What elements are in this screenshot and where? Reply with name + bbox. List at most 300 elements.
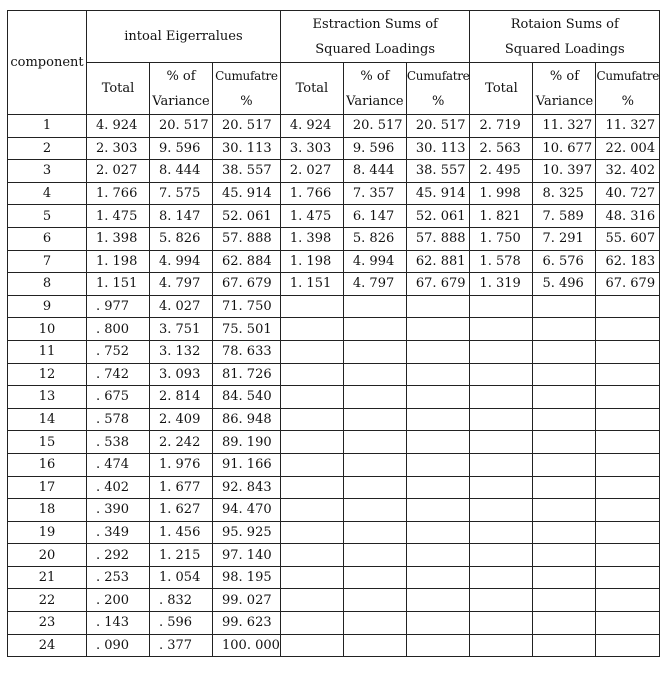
subheader-cumulative	[596, 63, 660, 115]
header-group-initial	[87, 11, 281, 63]
value-cell	[596, 499, 660, 522]
value-cell: 67. 679	[406, 273, 470, 296]
value-cell	[406, 295, 470, 318]
value-cell: 4. 027	[150, 295, 213, 318]
header-group-rotation	[470, 11, 660, 63]
value-cell: 67. 679	[596, 273, 660, 296]
value-cell: 22. 004	[596, 137, 660, 160]
table-row	[8, 453, 660, 476]
value-cell	[343, 634, 406, 657]
value-cell	[280, 408, 343, 431]
value-cell: 52. 061	[406, 205, 470, 228]
value-cell	[280, 386, 343, 409]
value-cell	[596, 566, 660, 589]
value-cell	[343, 453, 406, 476]
component-number-cell: 9	[8, 295, 87, 318]
value-cell: 4. 797	[150, 273, 213, 296]
value-cell: . 800	[87, 318, 150, 341]
value-cell: 4. 994	[343, 250, 406, 273]
value-cell	[343, 612, 406, 635]
value-cell	[533, 634, 596, 657]
component-number-cell: 21	[8, 566, 87, 589]
table-row	[8, 408, 660, 431]
value-cell	[406, 566, 470, 589]
component-number-cell: 24	[8, 634, 87, 657]
value-cell: 30. 113	[406, 137, 470, 160]
value-cell: 4. 797	[343, 273, 406, 296]
value-cell: 45. 914	[406, 182, 470, 205]
table-row	[8, 431, 660, 454]
value-cell: 3. 751	[150, 318, 213, 341]
value-cell	[533, 499, 596, 522]
value-cell: 1. 215	[150, 544, 213, 567]
table-row	[8, 521, 660, 544]
variance-table-container	[7, 10, 660, 657]
value-cell: 1. 151	[280, 273, 343, 296]
table-row	[8, 318, 660, 341]
value-cell	[343, 408, 406, 431]
value-cell	[533, 386, 596, 409]
value-cell: 67. 679	[213, 273, 281, 296]
table-row	[8, 182, 660, 205]
value-cell: 6. 576	[533, 250, 596, 273]
table-row	[8, 137, 660, 160]
value-cell	[533, 340, 596, 363]
value-cell: 20. 517	[406, 115, 470, 138]
value-cell: 1. 766	[280, 182, 343, 205]
value-cell: 7. 357	[343, 182, 406, 205]
value-cell: 20. 517	[150, 115, 213, 138]
value-cell	[406, 612, 470, 635]
value-cell: 2. 814	[150, 386, 213, 409]
value-cell: 1. 398	[280, 227, 343, 250]
subheader-pct-variance	[343, 63, 406, 115]
value-cell	[470, 318, 533, 341]
table-row	[8, 160, 660, 183]
subheader-cum-line2: %	[240, 93, 253, 109]
value-cell: 1. 750	[470, 227, 533, 250]
value-cell: 4. 994	[150, 250, 213, 273]
value-cell	[533, 431, 596, 454]
value-cell	[280, 340, 343, 363]
subheader-cum-line2: %	[621, 93, 634, 109]
value-cell: 8. 147	[150, 205, 213, 228]
value-cell: 62. 881	[406, 250, 470, 273]
table-row	[8, 499, 660, 522]
value-cell: 97. 140	[213, 544, 281, 567]
subheader-pct-line1: % of	[166, 68, 196, 84]
value-cell: . 675	[87, 386, 150, 409]
value-cell: 9. 596	[343, 137, 406, 160]
value-cell	[470, 589, 533, 612]
value-cell: 48. 316	[596, 205, 660, 228]
value-cell	[406, 318, 470, 341]
value-cell: 1. 198	[87, 250, 150, 273]
value-cell: 1. 151	[87, 273, 150, 296]
component-number-cell: 1	[8, 115, 87, 138]
value-cell: 7. 589	[533, 205, 596, 228]
value-cell: 30. 113	[213, 137, 281, 160]
value-cell: 20. 517	[343, 115, 406, 138]
value-cell: 86. 948	[213, 408, 281, 431]
value-cell	[596, 612, 660, 635]
value-cell	[280, 363, 343, 386]
value-cell	[406, 634, 470, 657]
value-cell	[406, 431, 470, 454]
value-cell: . 390	[87, 499, 150, 522]
group-rotation-line1: Rotaion Sums of	[510, 16, 619, 32]
component-number-cell: 13	[8, 386, 87, 409]
component-number-cell: 2	[8, 137, 87, 160]
value-cell	[406, 476, 470, 499]
value-cell: 7. 575	[150, 182, 213, 205]
group-extraction-line2: Squared Loadings	[315, 41, 436, 57]
value-cell	[596, 453, 660, 476]
value-cell: 11. 327	[596, 115, 660, 138]
value-cell: 9. 596	[150, 137, 213, 160]
subheader-cumulative	[406, 63, 470, 115]
subheader-pct-line2: Variance	[152, 93, 210, 109]
component-number-cell: 11	[8, 340, 87, 363]
header-row-groups	[8, 11, 660, 63]
value-cell: 38. 557	[213, 160, 281, 183]
value-cell	[280, 476, 343, 499]
value-cell: 75. 501	[213, 318, 281, 341]
value-cell: 1. 054	[150, 566, 213, 589]
value-cell: . 474	[87, 453, 150, 476]
table-row	[8, 227, 660, 250]
value-cell	[406, 363, 470, 386]
subheader-cum-line2: %	[432, 93, 445, 109]
value-cell	[470, 453, 533, 476]
variance-explained-table	[7, 10, 660, 657]
table-row	[8, 363, 660, 386]
value-cell	[596, 318, 660, 341]
value-cell	[406, 408, 470, 431]
value-cell: 8. 444	[150, 160, 213, 183]
subheader-total	[87, 63, 150, 115]
value-cell	[280, 453, 343, 476]
value-cell: 1. 998	[470, 182, 533, 205]
value-cell	[280, 499, 343, 522]
value-cell: 2. 495	[470, 160, 533, 183]
value-cell	[280, 612, 343, 635]
value-cell: . 292	[87, 544, 150, 567]
component-number-cell: 6	[8, 227, 87, 250]
component-number-cell: 18	[8, 499, 87, 522]
table-body	[8, 115, 660, 657]
component-number-cell: 12	[8, 363, 87, 386]
value-cell: 3. 093	[150, 363, 213, 386]
value-cell: 2. 242	[150, 431, 213, 454]
value-cell	[533, 521, 596, 544]
value-cell: 57. 888	[406, 227, 470, 250]
value-cell: 2. 563	[470, 137, 533, 160]
component-number-cell: 20	[8, 544, 87, 567]
value-cell	[343, 544, 406, 567]
group-initial-line1: intoal Eigerralues	[124, 29, 243, 44]
value-cell	[343, 318, 406, 341]
value-cell: 40. 727	[596, 182, 660, 205]
table-row	[8, 295, 660, 318]
value-cell: 1. 475	[87, 205, 150, 228]
value-cell	[406, 340, 470, 363]
value-cell	[596, 634, 660, 657]
component-number-cell: 17	[8, 476, 87, 499]
table-row	[8, 589, 660, 612]
value-cell	[470, 363, 533, 386]
header-component	[8, 11, 87, 115]
value-cell	[343, 521, 406, 544]
value-cell	[533, 408, 596, 431]
value-cell: 1. 456	[150, 521, 213, 544]
value-cell: 8. 444	[343, 160, 406, 183]
subheader-cumulative	[213, 63, 281, 115]
subheader-total	[280, 63, 343, 115]
value-cell	[343, 476, 406, 499]
component-number-cell: 19	[8, 521, 87, 544]
value-cell	[470, 295, 533, 318]
value-cell: . 349	[87, 521, 150, 544]
value-cell: 1. 198	[280, 250, 343, 273]
value-cell	[470, 499, 533, 522]
value-cell	[596, 340, 660, 363]
value-cell	[280, 431, 343, 454]
subheader-cum-line1: Cumufatre	[406, 68, 470, 83]
value-cell	[470, 634, 533, 657]
value-cell: . 578	[87, 408, 150, 431]
table-row	[8, 273, 660, 296]
value-cell	[406, 499, 470, 522]
value-cell	[406, 386, 470, 409]
value-cell	[470, 386, 533, 409]
group-extraction-line1: Estraction Sums of	[312, 16, 438, 32]
value-cell: 81. 726	[213, 363, 281, 386]
component-number-cell: 7	[8, 250, 87, 273]
component-number-cell: 5	[8, 205, 87, 228]
value-cell: 98. 195	[213, 566, 281, 589]
subheader-total-label: Total	[101, 81, 135, 96]
value-cell: . 402	[87, 476, 150, 499]
value-cell	[343, 589, 406, 612]
component-number-cell: 8	[8, 273, 87, 296]
table-row	[8, 634, 660, 657]
subheader-total-label: Total	[485, 81, 518, 96]
value-cell	[596, 363, 660, 386]
subheader-pct-variance	[533, 63, 596, 115]
table-row	[8, 386, 660, 409]
value-cell: 84. 540	[213, 386, 281, 409]
value-cell: 62. 884	[213, 250, 281, 273]
value-cell: . 596	[150, 612, 213, 635]
value-cell: 89. 190	[213, 431, 281, 454]
subheader-cum-line1: Cumufatre	[215, 68, 278, 83]
value-cell	[596, 521, 660, 544]
value-cell: 62. 183	[596, 250, 660, 273]
value-cell	[533, 566, 596, 589]
component-number-cell: 16	[8, 453, 87, 476]
component-number-cell: 4	[8, 182, 87, 205]
component-number-cell: 15	[8, 431, 87, 454]
value-cell: 1. 398	[87, 227, 150, 250]
value-cell	[470, 566, 533, 589]
value-cell: . 253	[87, 566, 150, 589]
value-cell: 99. 623	[213, 612, 281, 635]
value-cell: 8. 325	[533, 182, 596, 205]
value-cell: . 377	[150, 634, 213, 657]
component-number-cell: 14	[8, 408, 87, 431]
value-cell	[533, 453, 596, 476]
value-cell	[596, 386, 660, 409]
value-cell	[343, 386, 406, 409]
value-cell: 1. 976	[150, 453, 213, 476]
value-cell: 2. 027	[87, 160, 150, 183]
value-cell: . 143	[87, 612, 150, 635]
value-cell	[343, 295, 406, 318]
value-cell: 91. 166	[213, 453, 281, 476]
value-cell	[406, 521, 470, 544]
subheader-pct-variance	[150, 63, 213, 115]
subheader-pct-line2: Variance	[535, 93, 594, 109]
value-cell	[596, 476, 660, 499]
value-cell: 55. 607	[596, 227, 660, 250]
value-cell	[343, 363, 406, 386]
value-cell: 3. 132	[150, 340, 213, 363]
value-cell: . 538	[87, 431, 150, 454]
table-row	[8, 612, 660, 635]
value-cell	[280, 318, 343, 341]
table-row	[8, 544, 660, 567]
value-cell	[470, 521, 533, 544]
value-cell: 1. 319	[470, 273, 533, 296]
subheader-total-label: Total	[295, 81, 329, 96]
value-cell	[406, 453, 470, 476]
value-cell	[596, 408, 660, 431]
value-cell: 57. 888	[213, 227, 281, 250]
value-cell: 5. 826	[150, 227, 213, 250]
value-cell: 3. 303	[280, 137, 343, 160]
value-cell	[343, 431, 406, 454]
subheader-pct-line1: % of	[360, 68, 390, 84]
value-cell: 78. 633	[213, 340, 281, 363]
value-cell	[280, 589, 343, 612]
value-cell: 11. 327	[533, 115, 596, 138]
value-cell: 2. 719	[470, 115, 533, 138]
value-cell	[470, 340, 533, 363]
value-cell: 5. 496	[533, 273, 596, 296]
value-cell: 7. 291	[533, 227, 596, 250]
subheader-pct-line1: % of	[549, 68, 580, 84]
value-cell	[596, 544, 660, 567]
value-cell	[596, 295, 660, 318]
value-cell	[533, 295, 596, 318]
value-cell: 4. 924	[87, 115, 150, 138]
value-cell: 10. 397	[533, 160, 596, 183]
value-cell: . 090	[87, 634, 150, 657]
value-cell: 2. 409	[150, 408, 213, 431]
value-cell	[596, 589, 660, 612]
subheader-cum-line1: Cumufatre	[596, 68, 660, 83]
value-cell: 2. 303	[87, 137, 150, 160]
value-cell	[533, 363, 596, 386]
subheader-total	[470, 63, 533, 115]
value-cell	[280, 544, 343, 567]
value-cell: 1. 677	[150, 476, 213, 499]
value-cell	[343, 340, 406, 363]
value-cell: 38. 557	[406, 160, 470, 183]
table-row	[8, 250, 660, 273]
value-cell: 95. 925	[213, 521, 281, 544]
component-number-cell: 10	[8, 318, 87, 341]
value-cell: 1. 627	[150, 499, 213, 522]
value-cell	[533, 318, 596, 341]
table-row	[8, 476, 660, 499]
value-cell: 5. 826	[343, 227, 406, 250]
value-cell: 2. 027	[280, 160, 343, 183]
value-cell	[406, 589, 470, 612]
value-cell: . 977	[87, 295, 150, 318]
value-cell: 32. 402	[596, 160, 660, 183]
value-cell	[280, 295, 343, 318]
value-cell: 100. 000	[213, 634, 281, 657]
value-cell	[470, 544, 533, 567]
value-cell	[280, 634, 343, 657]
value-cell: . 742	[87, 363, 150, 386]
value-cell	[343, 499, 406, 522]
value-cell	[470, 408, 533, 431]
component-number-cell: 22	[8, 589, 87, 612]
value-cell	[533, 589, 596, 612]
value-cell	[596, 431, 660, 454]
value-cell: 20. 517	[213, 115, 281, 138]
value-cell	[343, 566, 406, 589]
value-cell	[280, 566, 343, 589]
subheader-pct-line2: Variance	[346, 93, 404, 109]
value-cell	[533, 612, 596, 635]
table-row	[8, 205, 660, 228]
value-cell: 4. 924	[280, 115, 343, 138]
value-cell: 1. 821	[470, 205, 533, 228]
value-cell	[470, 476, 533, 499]
header-component-label: component	[10, 55, 84, 70]
value-cell: 6. 147	[343, 205, 406, 228]
header-group-extraction	[280, 11, 470, 63]
value-cell: 92. 843	[213, 476, 281, 499]
value-cell: 10. 677	[533, 137, 596, 160]
value-cell: 1. 578	[470, 250, 533, 273]
value-cell: 45. 914	[213, 182, 281, 205]
header-row-subcolumns	[8, 63, 660, 115]
table-row	[8, 340, 660, 363]
value-cell: 52. 061	[213, 205, 281, 228]
value-cell	[280, 521, 343, 544]
value-cell: 1. 475	[280, 205, 343, 228]
value-cell: . 200	[87, 589, 150, 612]
value-cell	[406, 544, 470, 567]
component-number-cell: 3	[8, 160, 87, 183]
group-rotation-line2: Squared Loadings	[504, 41, 625, 57]
value-cell: . 832	[150, 589, 213, 612]
value-cell: 71. 750	[213, 295, 281, 318]
table-row	[8, 566, 660, 589]
component-number-cell: 23	[8, 612, 87, 635]
table-row	[8, 115, 660, 138]
value-cell: 94. 470	[213, 499, 281, 522]
value-cell: 99. 027	[213, 589, 281, 612]
value-cell	[533, 476, 596, 499]
value-cell: . 752	[87, 340, 150, 363]
value-cell	[470, 612, 533, 635]
